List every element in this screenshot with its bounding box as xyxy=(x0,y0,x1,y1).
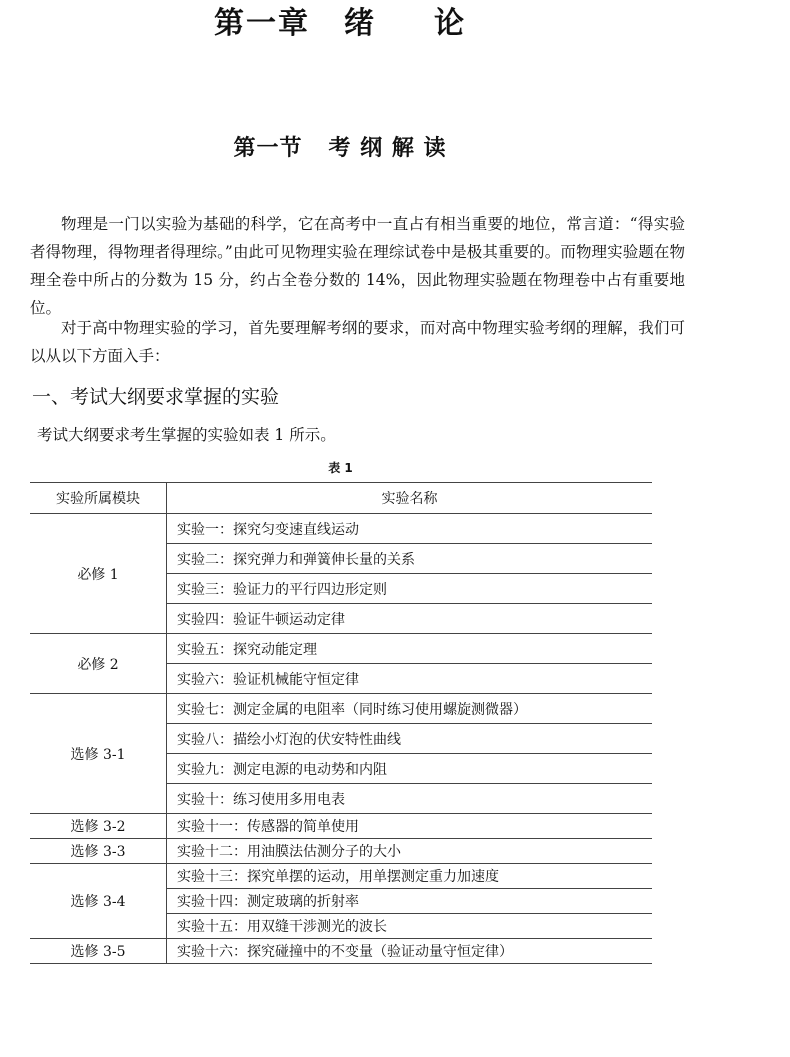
body-paragraph-2: 对于高中物理实验的学习，首先要理解考纲的要求，而对高中物理实验考纲的理解，我们可以从以下方面入手： xyxy=(30,319,685,365)
table-intro-text: 考试大纲要求考生掌握的实验如表 1 所示。 xyxy=(37,426,336,444)
experiment-cell: 实验三：验证力的平行四边形定则 xyxy=(167,574,653,604)
experiment-cell: 实验九：测定电源的电动势和内阻 xyxy=(167,754,653,784)
module-cell: 选修 3-2 xyxy=(30,814,167,839)
body-paragraph-1: 物理是一门以实验为基础的科学，它在高考中一直占有相当重要的地位，常言道：“得实验者得物理，得物理者得理综。”由此可见物理实验在理综试卷中是极其重要的。而物理实验题在物理全卷中所占的分数为 15 分，约占全卷分数的 14%，因此物理实验题在物理卷中占有重要地位。 xyxy=(30,215,685,317)
experiment-cell: 实验十三：探究单摆的运动，用单摆测定重力加速度 xyxy=(167,864,653,889)
table-header-row xyxy=(30,483,652,514)
experiment-cell: 实验十六：探究碰撞中的不变量（验证动量守恒定律） xyxy=(167,939,653,964)
experiment-cell: 实验一：探究匀变速直线运动 xyxy=(167,514,653,544)
experiment-cell: 实验二：探究弹力和弹簧伸长量的关系 xyxy=(167,544,653,574)
experiment-cell: 实验八：描绘小灯泡的伏安特性曲线 xyxy=(167,724,653,754)
table-row xyxy=(30,694,652,724)
module-cell: 选修 3-1 xyxy=(30,694,167,814)
experiment-cell: 实验七：测定金属的电阻率（同时练习使用螺旋测微器） xyxy=(167,694,653,724)
table-row xyxy=(30,839,652,864)
experiment-cell: 实验十一：传感器的简单使用 xyxy=(167,814,653,839)
chapter-label: 第一章 xyxy=(214,6,310,41)
table-row xyxy=(30,814,652,839)
table-row xyxy=(30,939,652,964)
chapter-title-char-2: 论 xyxy=(434,6,466,41)
module-cell: 必修 2 xyxy=(30,634,167,694)
experiment-cell: 实验五：探究动能定理 xyxy=(167,634,653,664)
section-title xyxy=(0,131,680,162)
experiment-cell: 实验四：验证牛顿运动定律 xyxy=(167,604,653,634)
experiment-cell: 实验十四：测定玻璃的折射率 xyxy=(167,889,653,914)
experiment-cell: 实验六：验证机械能守恒定律 xyxy=(167,664,653,694)
module-cell: 必修 1 xyxy=(30,514,167,634)
chapter-title-char-1: 绪 xyxy=(344,6,376,41)
table-row xyxy=(30,514,652,544)
header-experiment: 实验名称 xyxy=(167,483,653,514)
experiment-cell: 实验十：练习使用多用电表 xyxy=(167,784,653,814)
subsection-heading: 一、考试大纲要求掌握的实验 xyxy=(32,386,280,408)
experiment-cell: 实验十五：用双缝干涉测光的波长 xyxy=(167,914,653,939)
module-cell: 选修 3-4 xyxy=(30,864,167,939)
module-cell: 选修 3-5 xyxy=(30,939,167,964)
experiments-table xyxy=(30,482,652,964)
chapter-title xyxy=(0,0,680,42)
header-module: 实验所属模块 xyxy=(30,483,167,514)
table-caption: 表 1 xyxy=(328,461,353,475)
section-label: 第一节 xyxy=(233,136,303,161)
module-cell: 选修 3-3 xyxy=(30,839,167,864)
section-title-text: 考 纲 解 读 xyxy=(328,136,447,161)
experiment-cell: 实验十二：用油膜法估测分子的大小 xyxy=(167,839,653,864)
table-row xyxy=(30,634,652,664)
table-row xyxy=(30,864,652,889)
